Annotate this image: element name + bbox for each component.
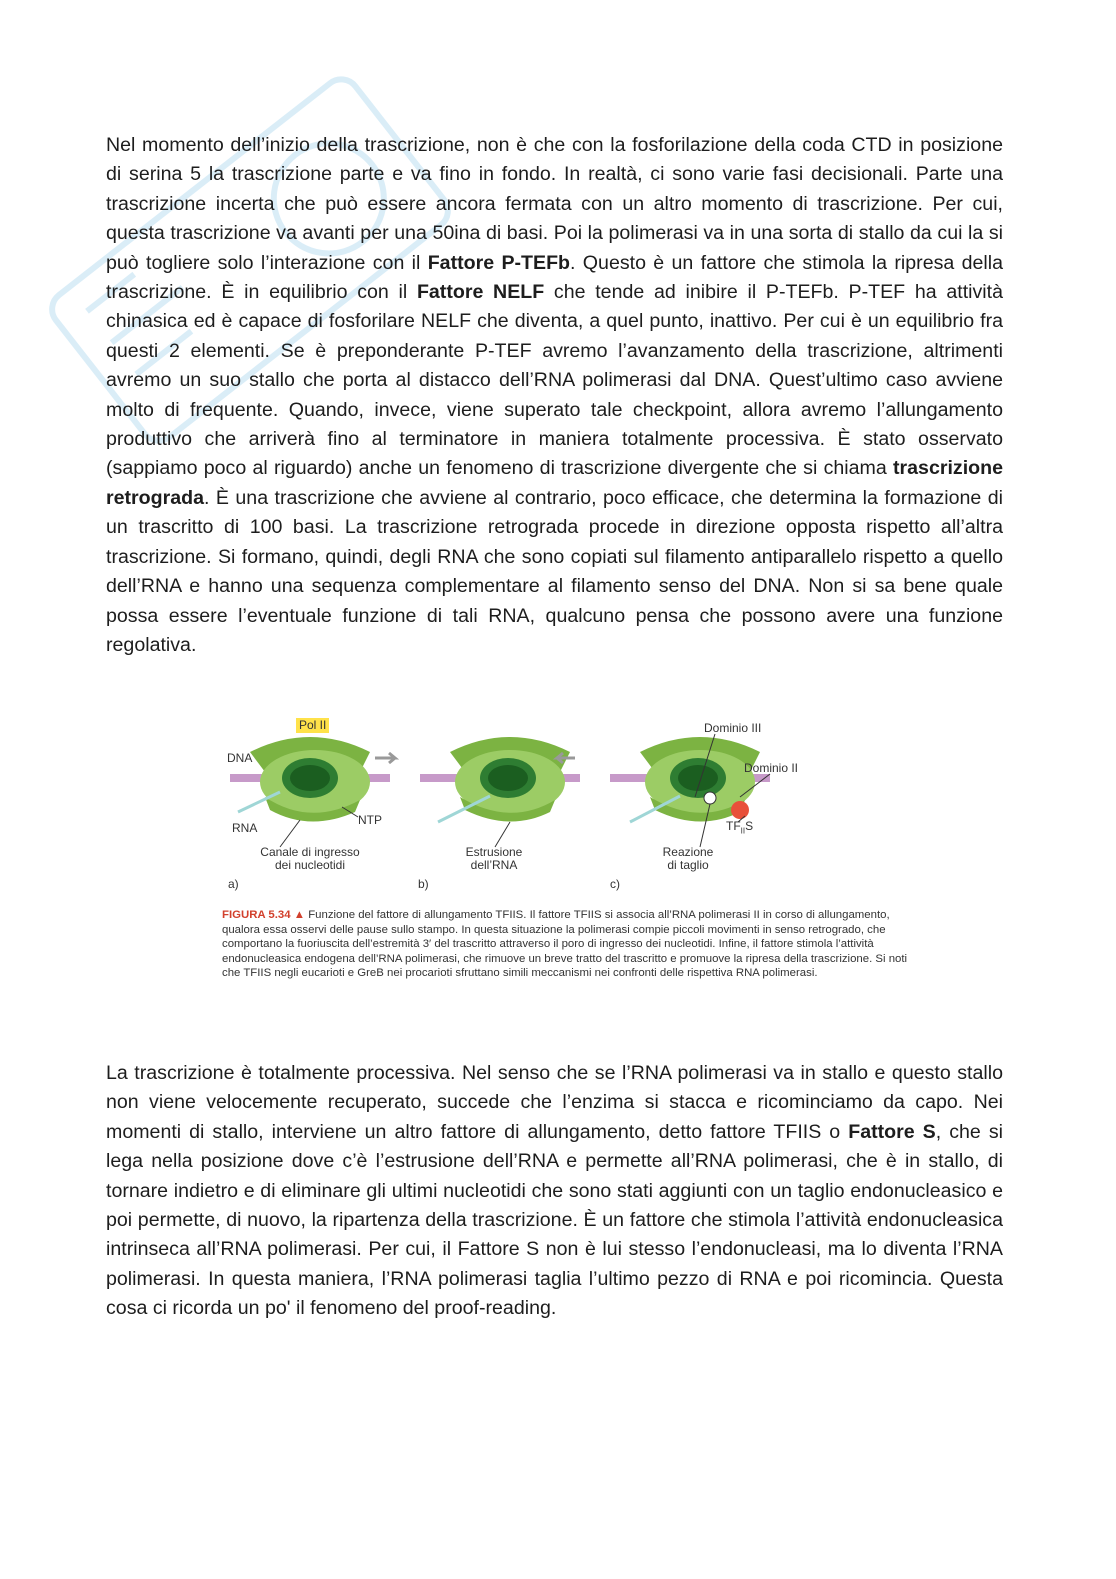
label-tfs-sub: II [740,826,746,836]
caption-text: Funzione del fattore di allungamento TFIIS. Il fattore TFIIS si associa all’RNA polimerasi II in corso di allungamento, qualora essa osservi delle pause sullo stampo. In questa situazione la polimerasi compie piccoli movimenti in senso retrogrado, che comportano la fuoriuscita dell’estremità 3′ del trascritto attraverso il poro di ingresso dei nucleotidi. Infine, il fattore stimola l’attività endonucleasica endogena dell’RNA polimerasi, che rimuove un breve tratto del trascritto e promuove la ripresa della trascrizione. Si noti che TFIIS negli eucarioti e GreB nei procarioti sfruttano simili meccanismi nei confronti delle rispettiva RNA polimerasi. [222,909,908,980]
label-canale [250,846,370,872]
label-panel-b: b) [418,877,429,891]
p1-bold-ptefb: Fattore P-TEFb [427,251,571,274]
label-tfs-tf: TF [726,819,741,833]
label-estrusione-line2: dell’RNA [470,858,518,872]
label-panel-c: c) [610,877,620,891]
p1-text-1: Nel momento dell’inizio della trascrizione, non è che con la fosforilazione della coda CTD in posizione di serina 5 la trascrizione parte e va fino in fondo. In realtà, ci sono varie fasi decisionali. Parte una trascrizione incerta che può essere ancora fermata con un altro momento di trascrizione. Per cui, questa trascrizione va avanti per una 50ina di basi. Poi la polimerasi va in una sorta di stallo da cui la si può togliere solo l’interazione con il [106,134,1003,274]
p1-bold-retrograda: trascrizione retrograda [106,457,1003,509]
label-canale-line1: Canale di ingresso [260,845,360,859]
label-panel-a: a) [228,877,239,891]
label-ntp: NTP [358,813,382,827]
p2-text-2: , che si lega nella posizione dove c’è l’estrusione dell’RNA e permette all’RNA polimerasi, che è in stallo, di tornare indietro e di eliminare gli ultimi nucleotidi che sono stati aggiunti con un taglio endonucleasico e poi permette, di nuovo, la ripartenza della trascrizione. È un fattore che stimola l’attività endonucleasica intrinseca all’RNA polimerasi. Per cui, il Fattore S non è lui stesso l’endonucleasi, ma lo diventa l’RNA polimerasi. In questa maniera, l’RNA polimerasi taglia l’ultimo pezzo di RNA e poi ricomincia. Questa cosa ci ricorda un po' il fenomeno del proof-reading. [106,1120,1004,1320]
label-reazione [648,846,728,872]
figure-caption [222,908,912,981]
p1-text-3: che tende ad inibire il P-TEFb. P-TEF ha attività chinasica ed è capace di fosforilare NELF che diventa, a quel punto, inattivo. Per cui è un equilibrio fra questi 2 elementi. Se è preponderante P-TEF avremo l’avanzamento della trascrizione, altrimenti avremo un suo stallo che porta al distacco dell’RNA polimerasi dal DNA. Quest’ultimo caso avviene molto di frequente. Quando, invece, viene superato tale checkpoint, allora avremo l’allungamento produttivo che arriverà fino al terminatore in maniera totalmente processiva. È stato osservato (sappiamo poco al riguardo) anche un fenomeno di trascrizione divergente che si chiama [106,281,1003,480]
caption-arrow-icon: ▲ [293,909,306,921]
p1-text-2: . Questo è un fattore che stimola la ripresa della trascrizione. È in equilibrio con il [106,251,1004,304]
figure-5-34 [210,712,910,1032]
label-reazione-line2: di taglio [667,858,709,872]
label-estrusione [454,846,534,872]
caption-figure-number: FIGURA 5.34 [222,909,291,921]
label-dominio3: Dominio III [704,721,762,735]
label-dominio2: Dominio II [744,761,799,775]
paragraph-2 [106,1059,1003,1324]
label-pol2: Pol II [296,718,329,733]
polymerase-diagram [210,712,910,902]
label-canale-line2: dei nucleotidi [274,858,346,872]
label-tfs-s: S [745,819,754,833]
label-tfs [726,820,753,837]
p2-bold-fattore-s: Fattore S [848,1120,936,1143]
label-rna: RNA [232,821,258,835]
paragraph-1 [106,131,1003,660]
label-estrusione-line1: Estrusione [465,845,523,859]
panel-b-drawing [420,737,580,847]
label-dna: DNA [227,751,253,765]
label-reazione-line1: Reazione [662,845,714,859]
p2-text-1: La trascrizione è totalmente processiva. Nel senso che se l’RNA polimerasi va in stallo e questo stallo non viene velocemente recuperato, succede che l’enzima si stacca e ricominciamo da capo. Nei momenti di stallo, interviene un altro fattore di allungamento, detto fattore TFIIS o [106,1062,1003,1143]
p1-bold-nelf: Fattore NELF [416,281,545,304]
p1-text-4: . È una trascrizione che avviene al contrario, poco efficace, che determina la formazione di un trascritto di 100 basi. La trascrizione retrograda procede in direzione opposta rispetto all’altra trascrizione. Si formano, quindi, degli RNA che sono copiati sul filamento antiparallelo rispetto a quello dell’RNA e hanno una sequenza complementare al filamento senso del DNA. Non si sa bene quale possa essere l’eventuale funzione di tali RNA, qualcuno pensa che possono avere una funzione regolativa. [106,486,1003,656]
